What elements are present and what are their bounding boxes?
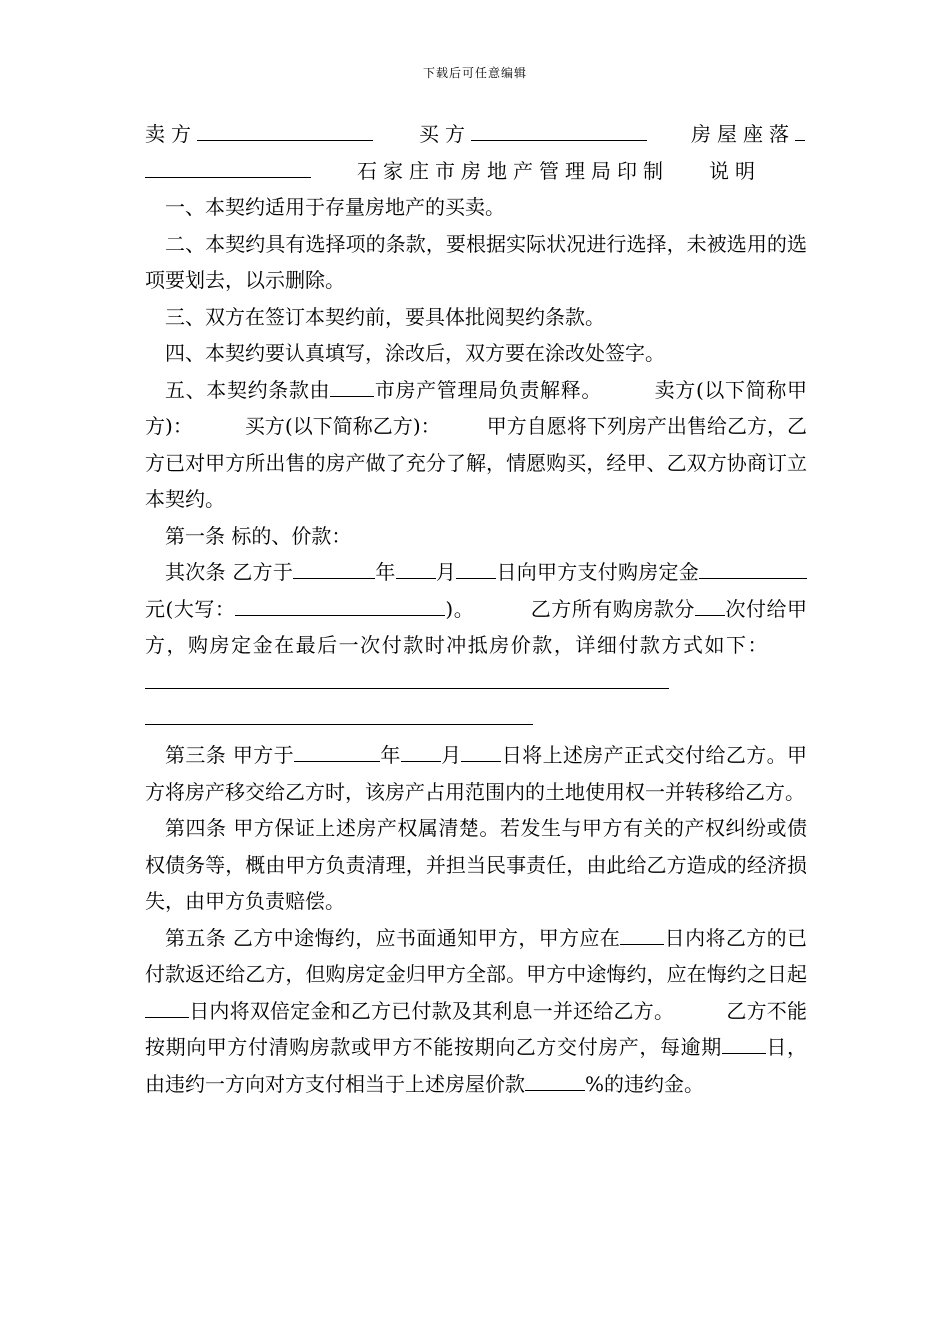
seller-party: 卖方(以下简称甲方)： — [145, 377, 807, 438]
contract-body — [145, 116, 807, 1102]
article-2-b: 日向甲方支付购房定金 — [496, 560, 700, 584]
article-1: 第一条 标的、价款： — [165, 523, 352, 548]
refund-days-blank[interactable] — [620, 922, 664, 945]
payment-method-blank-2[interactable] — [145, 700, 533, 725]
city-blank[interactable] — [330, 374, 374, 397]
article-4: 第四条 甲方保证上述房产权属清楚。若发生与甲方有关的产权纠纷或债权债务等，概由甲方负责清理，并担当民事责任，由此给乙方造成的经济损失，由甲方负责赔偿。 — [145, 816, 807, 913]
note-5-a: 五、本契约条款由 — [165, 377, 331, 402]
deposit-month-blank[interactable] — [396, 556, 436, 579]
article-5-b: 日内将乙方的已付款返还给乙方，但购房定金归甲方全部。甲方中途悔约，应在悔约之日起 — [145, 925, 808, 986]
double-deposit-days-blank[interactable] — [145, 995, 189, 1018]
penalty-percent-blank[interactable] — [525, 1068, 585, 1091]
cover-fields-line — [145, 116, 807, 153]
buyer-blank[interactable] — [471, 118, 647, 141]
article-2-a: 其次条 乙方于 — [165, 560, 294, 584]
month-label-2: 月 — [440, 743, 462, 767]
deposit-capital-blank[interactable] — [235, 593, 445, 616]
issuer-text: 石家庄市房地产管理局印制 — [357, 158, 669, 183]
article-3-a: 第三条 甲方于 — [165, 743, 294, 767]
location-label: 房屋座落 — [691, 122, 795, 146]
year-label-2: 年 — [379, 743, 401, 767]
buyer-party: 买方(以下简称乙方)： — [244, 414, 441, 438]
delivery-day-blank[interactable] — [461, 739, 501, 762]
deposit-day-blank[interactable] — [456, 556, 496, 579]
article-2-e: 乙方所有购房款分 — [530, 596, 695, 621]
seller-blank[interactable] — [197, 118, 373, 141]
note-1: 一、本契约适用于存量房地产的买卖。 — [165, 195, 505, 219]
article-5-f: %的违约金。 — [585, 1071, 705, 1096]
article-2-d: )。 — [445, 596, 475, 621]
intro-text: 甲方自愿将下列房产出售给乙方，乙方已对甲方所出售的房产做了充分了解，情愿购买，经甲、乙双方协商订立本契约。 — [145, 414, 808, 511]
installments-blank[interactable] — [695, 593, 725, 616]
page-header-note: 下载后可任意编辑 — [422, 66, 527, 80]
article-5 — [145, 920, 807, 1103]
article-3-b: 日将上述房产正式交付给乙方。甲方将房产移交给乙方时，该房产占用范围内的土地使用权一并转移给乙方。 — [145, 743, 808, 804]
article-5-d: 乙方不能按期向甲方付清购房款或甲方不能按期向乙方交付房产，每逾期 — [145, 998, 808, 1059]
year-label: 年 — [375, 560, 396, 584]
location-blank[interactable] — [145, 155, 311, 178]
note-5-b: 市房产管理局负责解释。 — [374, 377, 602, 402]
buyer-label: 买方 — [419, 122, 471, 146]
location-blank-start[interactable] — [795, 118, 805, 141]
article-2-c: 元(大写： — [145, 596, 236, 621]
note-5-and-parties — [145, 372, 807, 518]
notes-title: 说明 — [709, 158, 761, 183]
seller-label: 卖方 — [145, 122, 197, 146]
delivery-year-blank[interactable] — [294, 739, 380, 762]
overdue-days-blank[interactable] — [722, 1031, 766, 1054]
delivery-month-blank[interactable] — [401, 739, 441, 762]
month-label: 月 — [435, 560, 457, 584]
article-5-e: 日，由违约一方向对方支付相当于上述房屋价款 — [145, 1035, 808, 1096]
note-3: 三、双方在签订本契约前，要具体批阅契约条款。 — [165, 304, 605, 329]
deposit-year-blank[interactable] — [293, 556, 375, 579]
payment-method-blank[interactable] — [145, 666, 669, 689]
deposit-amount-blank[interactable] — [699, 556, 807, 579]
article-5-a: 第五条 乙方中途悔约，应书面通知甲方，甲方应在 — [165, 925, 621, 950]
note-4: 四、本契约要认真填写，涂改后，双方要在涂改处签字。 — [165, 341, 665, 365]
article-5-c: 日内将双倍定金和乙方已付款及其利息一并还给乙方。 — [189, 998, 675, 1023]
article-2-f: 次付给甲方，购房定金在最后一次付款时冲抵房价款，详细付款方式如下： — [145, 596, 807, 657]
note-2: 二、本契约具有选择项的条款，要根据实际状况进行选择，未被选用的选项要划去，以示删除。 — [145, 231, 807, 292]
article-3 — [145, 737, 807, 810]
cover-issuer-line — [145, 153, 807, 190]
article-2 — [145, 554, 807, 700]
